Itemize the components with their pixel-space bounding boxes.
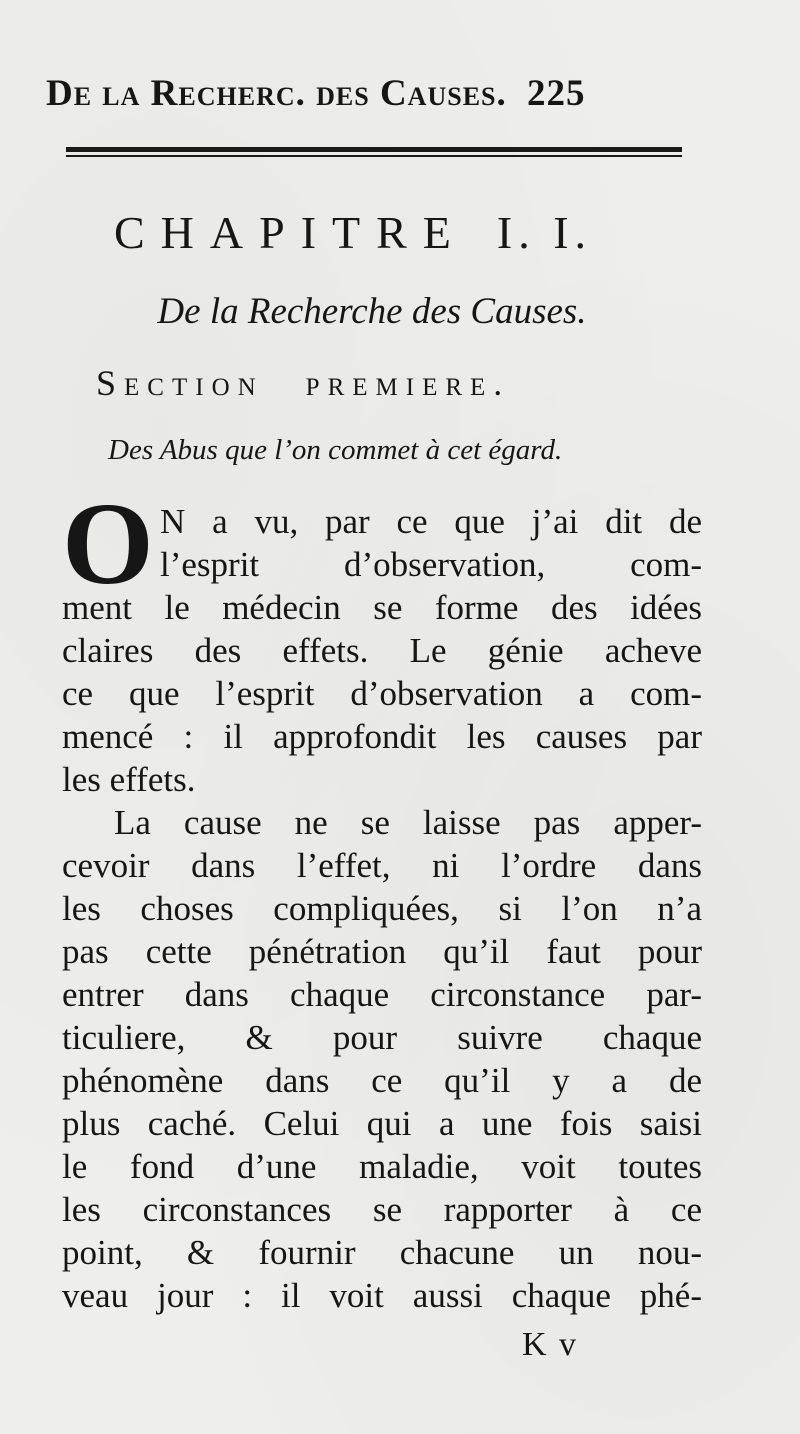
text-line: veau jour : il voit aussi chaque phé- bbox=[62, 1276, 702, 1315]
section-subtitle: Des Abus que l’on commet à cet égard. bbox=[108, 434, 563, 466]
text-line: les circonstances se rapporter à ce bbox=[62, 1190, 702, 1229]
text-line: point, & fournir chacune un nou- bbox=[62, 1233, 702, 1272]
text-line: les choses compliquées, si l’on n’a bbox=[62, 889, 702, 928]
text-line: le fond d’une maladie, voit toutes bbox=[62, 1147, 702, 1186]
chapter-label: CHAPITRE bbox=[114, 207, 467, 258]
text-line: cevoir dans l’effet, ni l’ordre dans bbox=[62, 846, 702, 885]
text-line: l’esprit d’observation, com- bbox=[160, 545, 702, 584]
text-line: pas cette pénétration qu’il faut pour bbox=[62, 932, 702, 971]
chapter-number: I. I. bbox=[496, 207, 593, 258]
text-line: les effets. bbox=[62, 760, 196, 799]
section-label: Section bbox=[96, 363, 264, 403]
header-rule bbox=[66, 147, 682, 157]
chapter-heading bbox=[114, 206, 654, 259]
text-line: La cause ne se laisse pas apper- bbox=[114, 803, 702, 842]
running-head bbox=[46, 72, 686, 132]
text-line: N a vu, par ce que j’ai dit de bbox=[160, 502, 702, 541]
text-line: phénomène dans ce qu’il y a de bbox=[62, 1061, 702, 1100]
drop-cap: O bbox=[62, 478, 154, 609]
text-line: ce que l’esprit d’observation a com- bbox=[62, 674, 702, 713]
chapter-title: De la Recherche des Causes. bbox=[157, 291, 587, 332]
text-line: ticuliere, & pour suivre chaque bbox=[62, 1018, 702, 1057]
text-line: entrer dans chaque circonstance par- bbox=[62, 975, 702, 1014]
signature-mark: K v bbox=[522, 1326, 579, 1363]
section-ordinal: premiere. bbox=[305, 363, 511, 403]
text-line: mencé : il approfondit les causes par bbox=[62, 717, 702, 756]
text-line: claires des effets. Le génie acheve bbox=[62, 631, 702, 670]
running-head-title: De la Recherc. des Causes. bbox=[46, 73, 507, 114]
text-line: ment le médecin se forme des idées bbox=[62, 588, 702, 627]
section-heading bbox=[96, 362, 696, 404]
body-text bbox=[62, 500, 702, 1317]
page-number: 225 bbox=[527, 73, 586, 114]
text-line: plus caché. Celui qui a une fois saisi bbox=[62, 1104, 702, 1143]
